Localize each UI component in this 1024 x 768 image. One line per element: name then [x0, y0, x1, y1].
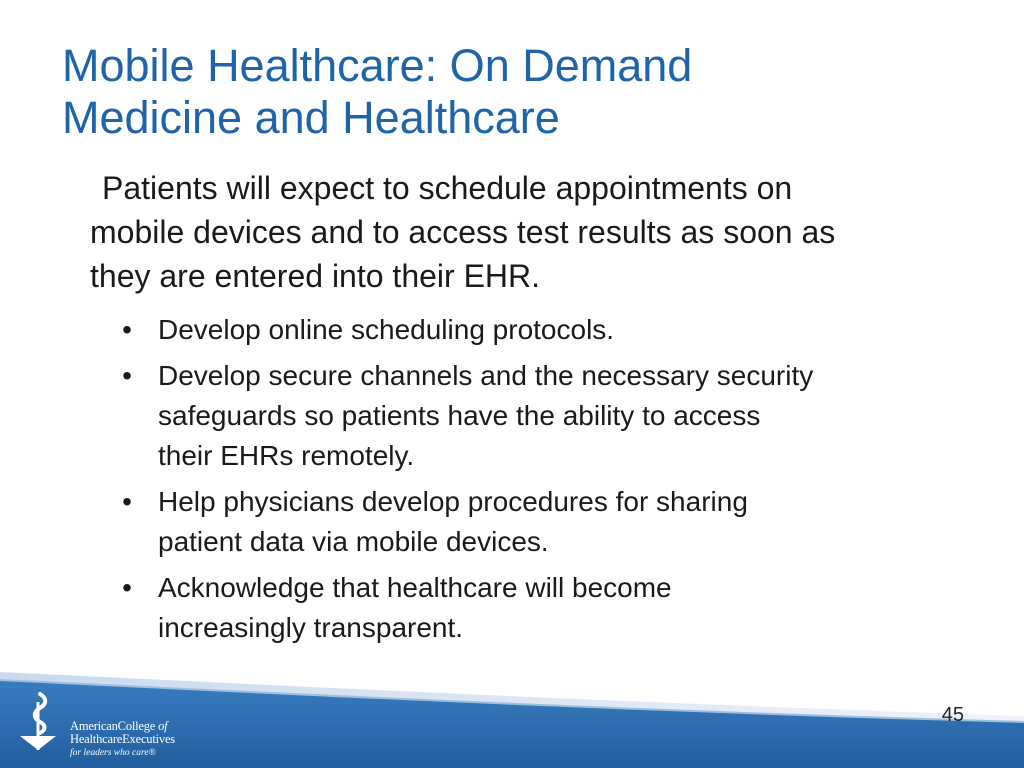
bullet-text: increasingly transparent.: [158, 612, 464, 643]
bullet-item: [100, 482, 970, 562]
logo-tagline: for leaders who care®: [70, 748, 156, 758]
intro-line: they are entered into their EHR.: [90, 258, 541, 294]
intro-line: mobile devices and to access test results as soon as: [90, 214, 836, 250]
page-number: 45: [941, 704, 964, 726]
bullet-item: [100, 568, 970, 648]
bullet-text: safeguards so patients have the ability to access: [158, 400, 761, 431]
intro-line: Patients will expect to schedule appointments on: [102, 170, 793, 206]
bullet-item: [100, 356, 970, 476]
intro-paragraph: [90, 166, 990, 298]
bullet-list: [100, 310, 970, 654]
bullet-text: patient data via mobile devices.: [158, 526, 549, 557]
slide-title-line: Mobile Healthcare: On Demand: [62, 40, 693, 91]
logo-line: AmericanCollege of: [70, 719, 168, 733]
bullet-marker: •: [122, 572, 132, 603]
bullet-text: Help physicians develop procedures for sharing: [158, 486, 748, 517]
ache-logo: [6, 690, 206, 764]
bullet-text: Develop online scheduling protocols.: [158, 314, 615, 345]
bullet-item: [100, 310, 970, 350]
caduceus-icon: [16, 690, 62, 756]
bullet-text: Acknowledge that healthcare will become: [158, 572, 672, 603]
bullet-marker: •: [122, 314, 132, 345]
bullet-marker: •: [122, 486, 132, 517]
slide-title: [62, 40, 962, 144]
slide-title-line: Medicine and Healthcare: [62, 92, 560, 143]
bullet-text: Develop secure channels and the necessary security: [158, 360, 814, 391]
bullet-marker: •: [122, 360, 132, 391]
bullet-text: their EHRs remotely.: [158, 440, 415, 471]
logo-wordmark: [70, 720, 175, 760]
logo-line: HealthcareExecutives: [70, 732, 175, 746]
